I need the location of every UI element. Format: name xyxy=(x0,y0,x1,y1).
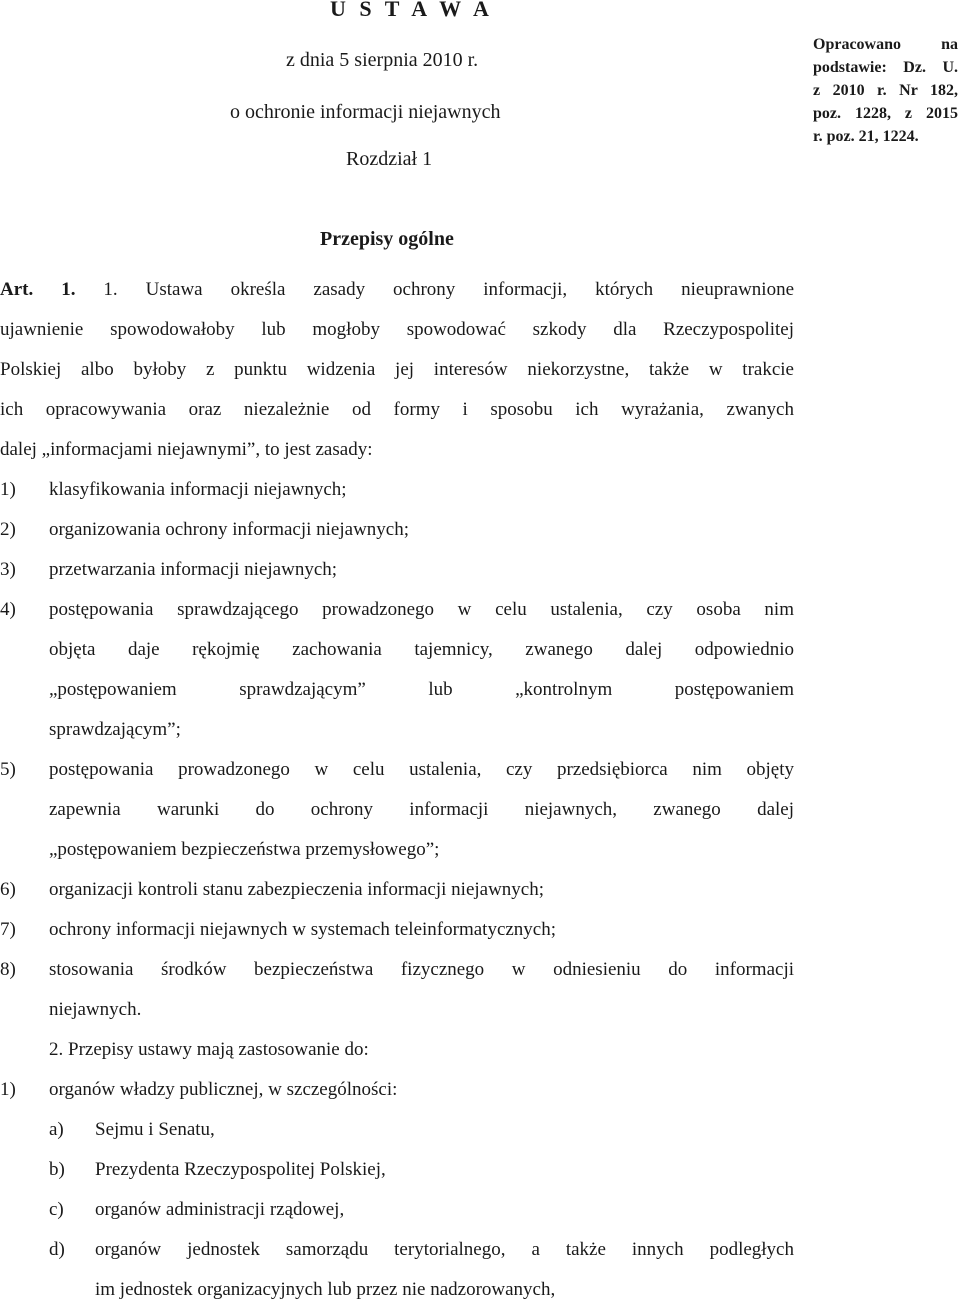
act-title: U S T A W A xyxy=(330,0,493,21)
item-letter: a) xyxy=(49,1119,64,1140)
act-date: z dnia 5 sierpnia 2010 r. xyxy=(286,49,479,71)
item-text: „postępowaniem sprawdzającym” lub „kontrolnym postępowaniem xyxy=(49,679,794,700)
item-letter: d) xyxy=(49,1239,65,1260)
item-text: zapewnia warunki do ochrony informacji niejawnych, zwanego dalej xyxy=(49,799,794,820)
item-number: 7) xyxy=(0,919,16,940)
item-text: organów jednostek samorządu terytorialnego, a także innych podległych xyxy=(95,1239,794,1260)
item-number: 5) xyxy=(0,759,16,780)
item-number: 1) xyxy=(0,1079,16,1100)
item-text: organizacji kontroli stanu zabezpieczenia informacji niejawnych; xyxy=(49,879,545,900)
source-note-line: r. poz. 21, 1224. xyxy=(813,128,919,145)
item-number: 1) xyxy=(0,479,16,500)
item-text: postępowania prowadzonego w celu ustalenia, czy przedsiębiorca nim objęty xyxy=(49,759,794,780)
intro-line: dalej „informacjami niejawnymi”, to jest zasady: xyxy=(0,439,373,460)
item-text: klasyfikowania informacji niejawnych; xyxy=(49,479,347,500)
intro-line-text: 1. Ustawa określa zasady ochrony informacji, których nieuprawnione xyxy=(103,279,795,300)
item-letter: b) xyxy=(49,1159,65,1180)
item-text: stosowania środków bezpieczeństwa fizycznego w odniesieniu do informacji xyxy=(49,959,794,980)
item-text: niejawnych. xyxy=(49,999,142,1020)
item-text: im jednostek organizacyjnych lub przez nie nadzorowanych, xyxy=(95,1279,556,1300)
item-number: 6) xyxy=(0,879,16,900)
item-number: 8) xyxy=(0,959,16,980)
source-note-line: Opracowano na xyxy=(813,36,958,53)
section-2-heading: 2. Przepisy ustawy mają zastosowanie do: xyxy=(49,1039,369,1060)
item-text: organów władzy publicznej, w szczególności: xyxy=(49,1079,398,1100)
item-text: „postępowaniem bezpieczeństwa przemysłowego”; xyxy=(49,839,440,860)
article-label: Art. 1. xyxy=(0,279,76,300)
item-text: ochrony informacji niejawnych w systemach teleinformatycznych; xyxy=(49,919,557,940)
item-text: postępowania sprawdzającego prowadzonego w celu ustalenia, czy osoba nim xyxy=(49,599,794,620)
item-text: organizowania ochrony informacji niejawnych; xyxy=(49,519,409,540)
item-letter: c) xyxy=(49,1199,64,1220)
source-note-line: poz. 1228, z 2015 xyxy=(813,105,958,122)
chapter-title: Przepisy ogólne xyxy=(320,228,454,250)
item-number: 3) xyxy=(0,559,16,580)
intro-line: ujawnienie spowodowałoby lub mogłoby spowodować szkody dla Rzeczypospolitej xyxy=(0,319,794,340)
intro-line: ich opracowywania oraz niezależnie od formy i sposobu ich wyrażania, zwanych xyxy=(0,399,794,420)
intro-line: Polskiej albo byłoby z punktu widzenia jej interesów niekorzystne, także w trakcie xyxy=(0,359,794,380)
act-subject: o ochronie informacji niejawnych xyxy=(230,101,501,123)
item-text: objęta daje rękojmię zachowania tajemnicy, zwanego dalej odpowiednio xyxy=(49,639,794,660)
chapter-number: Rozdział 1 xyxy=(346,148,433,170)
item-number: 2) xyxy=(0,519,16,540)
item-text: organów administracji rządowej, xyxy=(95,1199,345,1220)
item-text: przetwarzania informacji niejawnych; xyxy=(49,559,338,580)
item-number: 4) xyxy=(0,599,16,620)
item-text: Prezydenta Rzeczypospolitej Polskiej, xyxy=(95,1159,386,1180)
article-1-intro xyxy=(0,270,794,470)
item-text: sprawdzającym”; xyxy=(49,719,181,740)
intro-line xyxy=(0,270,794,310)
source-note xyxy=(813,33,958,148)
source-note-line: podstawie: Dz. U. xyxy=(813,59,958,76)
item-text: Sejmu i Senatu, xyxy=(95,1119,215,1140)
source-note-line: z 2010 r. Nr 182, xyxy=(813,82,958,99)
